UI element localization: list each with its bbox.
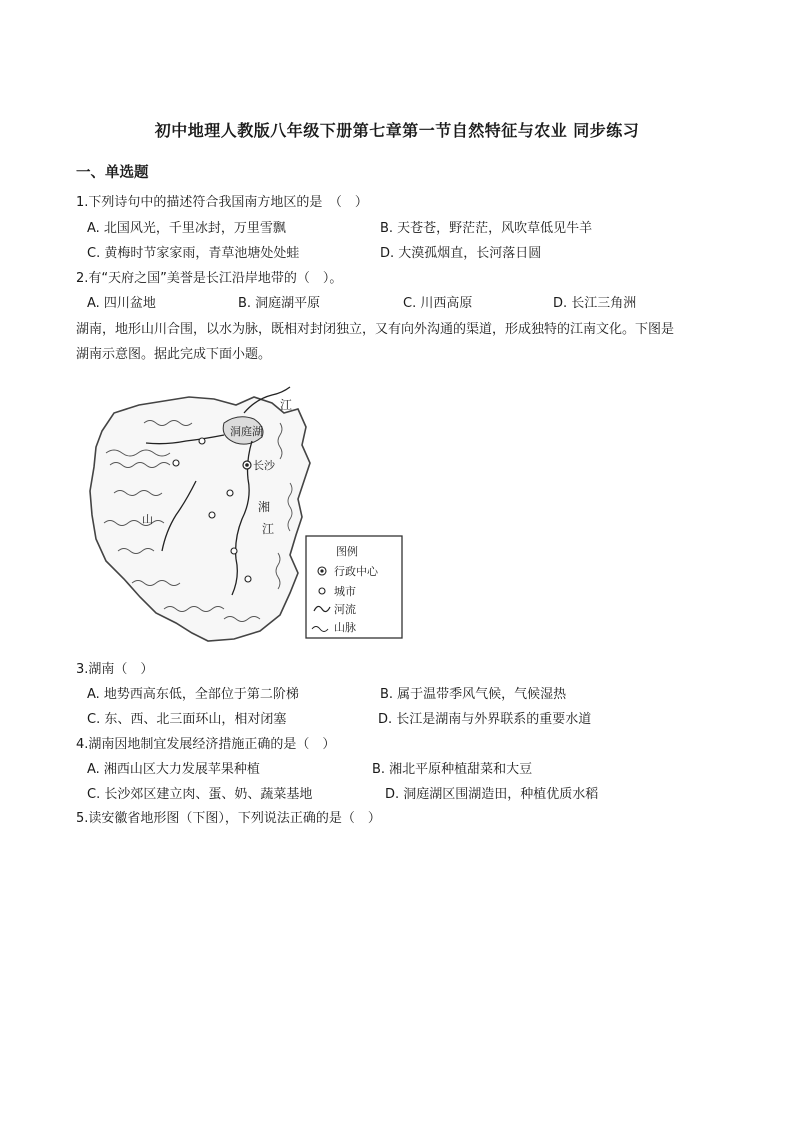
map-label-shan: 山: [142, 513, 153, 526]
legend-item-admin-center: 行政中心: [334, 565, 378, 578]
map-label-dongtinghu: 洞庭湖: [230, 425, 263, 438]
map-label-changsha: 长沙: [253, 459, 275, 472]
question-1-option-b: B. 天苍苍，野茫茫，风吹草低见牛羊: [380, 221, 593, 236]
question-2-option-d: D. 长江三角洲: [553, 296, 637, 311]
question-1-option-d: D. 大漠孤烟直，长河落日圆: [380, 246, 542, 261]
map-label-jiang: 江: [280, 398, 293, 412]
question-5-stem: 5.读安徽省地形图（下图），下列说法正确的是（ ）: [76, 811, 381, 826]
passage-line-1: 湖南，地形山川合围，以水为脉，既相对封闭独立，又有向外沟通的渠道，形成独特的江南文化。下图是: [76, 322, 675, 337]
question-4-option-a: A. 湘西山区大力发展苹果种植: [87, 762, 260, 777]
province-outline: [90, 397, 310, 641]
hunan-map-figure: [84, 383, 414, 648]
map-label-jiang-2: 江: [262, 522, 275, 536]
map-label-xiang: 湘: [258, 500, 271, 514]
question-3-option-a: A. 地势西高东低，全部位于第二阶梯: [87, 687, 299, 702]
question-2-stem: 2.有“天府之国”美誉是长江沿岸地带的（ ）。: [76, 271, 343, 286]
map-legend: [306, 536, 402, 638]
passage-line-2: 湖南示意图。据此完成下面小题。: [76, 347, 272, 362]
question-1-option-c: C. 黄梅时节家家雨，青草池塘处处蛙: [87, 246, 300, 261]
question-4-stem: 4.湖南因地制宜发展经济措施正确的是（ ）: [76, 737, 336, 752]
question-3-option-d: D. 长江是湖南与外界联系的重要水道: [378, 712, 592, 727]
section-heading: 一、单选题: [76, 165, 149, 181]
legend-item-mountain: 山脉: [334, 621, 356, 634]
admin-center-marker: [243, 461, 251, 469]
question-1-option-a: A. 北国风光，千里冰封，万里雪飘: [87, 221, 286, 236]
legend-item-city: 城市: [334, 585, 356, 598]
legend-title: 图例: [336, 545, 358, 558]
question-2-option-c: C. 川西高原: [403, 296, 473, 311]
passage-text: [76, 317, 726, 367]
question-4-option-b: B. 湘北平原种植甜菜和大豆: [372, 762, 533, 777]
question-3-option-c: C. 东、西、北三面环山，相对闭塞: [87, 712, 287, 727]
question-3-stem: 3.湖南（ ）: [76, 662, 154, 677]
question-4-option-c: C. 长沙郊区建立肉、蛋、奶、蔬菜基地: [87, 787, 313, 802]
question-3-option-b: B. 属于温带季风气候，气候湿热: [380, 687, 567, 702]
legend-item-river: 河流: [334, 603, 356, 616]
question-2-option-b: B. 洞庭湖平原: [238, 296, 321, 311]
legend-city-icon: [319, 588, 325, 594]
question-2-option-a: A. 四川盆地: [87, 296, 156, 311]
question-4-option-d: D. 洞庭湖区围湖造田，种植优质水稻: [385, 787, 599, 802]
document-title: 初中地理人教版八年级下册第七章第一节自然特征与农业 同步练习: [154, 121, 640, 140]
question-1-stem: 1.下列诗句中的描述符合我国南方地区的是 （ ）: [76, 195, 368, 210]
